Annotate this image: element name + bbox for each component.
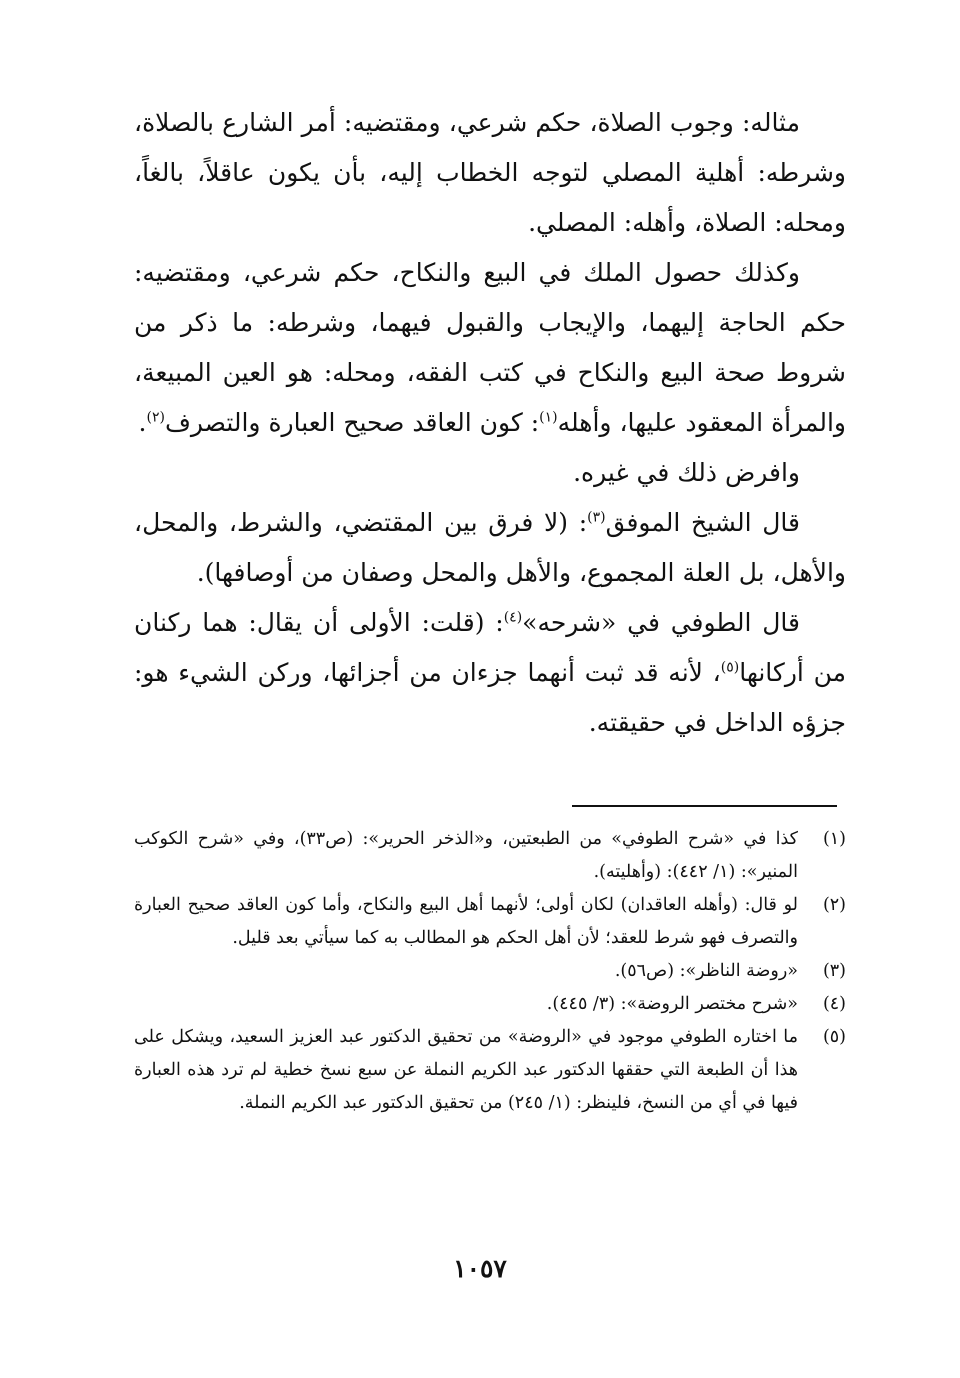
paragraph-5 — [134, 598, 846, 748]
paragraph-text: : (قلت: الأولى أن يقال: هما ركنان من أركانها — [134, 608, 846, 687]
footnote-number: (٥) — [822, 1027, 846, 1047]
footnote-text: ما اختاره الطوفي موجود في «الروضة» من تحقيق الدكتور عبد العزيز السعيد، ويشكل على هذا أن الطبعة التي حققها الدكتور عبد الكريم النملة عن سبع نسخ خطية لم ترد هذه العبارة فيها في أي من النسخ، فلينظر: (١/ ٢٤٥) من تحقيق الدكتور عبد الكريم النملة. — [134, 1027, 798, 1113]
paragraph-text: وكذلك حصول الملك في البيع والنكاح، حكم شرعي، ومقتضيه: حكم الحاجة إليهما، والإيجاب والقبول فيهما، وشرطه: ما ذكر من شروط صحة البيع والنكاح في كتب الفقه، ومحله: هو العين المبيعة، والمرأة المعقود عليها، وأهله — [134, 258, 846, 437]
paragraph-text: وافرض ذلك في غيره. — [573, 458, 800, 487]
footnote-text: «روضة الناظر»: (ص٥٦). — [614, 961, 798, 981]
footnote-text: لو قال: (وأهله العاقدان) لكان أولى؛ لأنهما أهل البيع والنكاح، وأما كون العاقد صحيح العبارة والتصرف فهو شرط للعقد؛ لأن أهل الحكم هو المطالب به كما سيأتي بعد قليل. — [134, 895, 798, 948]
footnotes — [134, 823, 846, 1120]
paragraph-text: قال الشيخ الموفق — [605, 508, 801, 537]
footnote-number: (١) — [822, 829, 846, 849]
paragraph-text: : كون العاقد صحيح العبارة والتصرف — [164, 408, 540, 437]
footnote-ref-1[interactable]: (١) — [539, 409, 558, 426]
footnote-5 — [134, 1021, 846, 1120]
paragraph-text: مثاله: وجوب الصلاة، حكم شرعي، ومقتضيه: أمر الشارع بالصلاة، وشرطه: أهلية المصلي لتوجه الخطاب إليه، بأن يكون عاقلاً، بالغاً، ومحله: الصلاة، وأهله: المصلي. — [134, 108, 846, 237]
footnote-separator — [572, 805, 837, 807]
paragraph-text: ، لأنه قد ثبت أنهما جزءان من أجزائها، وركن الشيء هو: جزؤه الداخل في حقيقته. — [134, 658, 846, 737]
main-text — [134, 98, 846, 748]
paragraph-2 — [134, 248, 846, 448]
page-number: ١٠٥٧ — [453, 1254, 507, 1283]
footnote-1 — [134, 823, 846, 889]
footnote-ref-4[interactable]: (٤) — [503, 609, 523, 626]
footnote-number: (٢) — [822, 895, 846, 915]
footnote-ref-5[interactable]: (٥) — [720, 659, 740, 676]
paragraph-text: . — [138, 408, 147, 437]
footnote-4 — [134, 988, 846, 1021]
footnote-ref-3[interactable]: (٣) — [587, 509, 606, 526]
paragraph-text: قال الطوفي في «شرحه» — [522, 608, 800, 637]
footnote-text: كذا في «شرح الطوفي» من الطبعتين، و«الذخر الحرير»: (ص٣٣)، وفي «شرح الكوكب المنير»: (١/ ٤٤٢): (وأهليته). — [134, 829, 798, 882]
footnote-text: «شرح مختصر الروضة»: (٣/ ٤٤٥). — [546, 994, 798, 1014]
paragraph-text: : (لا فرق بين المقتضي، والشرط، والمحل، والأهل، بل العلة المجموع، والأهل والمحل وصفان من أوصافها). — [134, 508, 846, 587]
footnote-2 — [134, 889, 846, 955]
footnote-3 — [134, 955, 846, 988]
footnote-number: (٤) — [822, 994, 846, 1014]
paragraph-1 — [134, 98, 846, 248]
paragraph-3 — [134, 448, 846, 498]
footnote-ref-2[interactable]: (٢) — [146, 409, 165, 426]
footnote-number: (٣) — [822, 961, 846, 981]
paragraph-4 — [134, 498, 846, 598]
